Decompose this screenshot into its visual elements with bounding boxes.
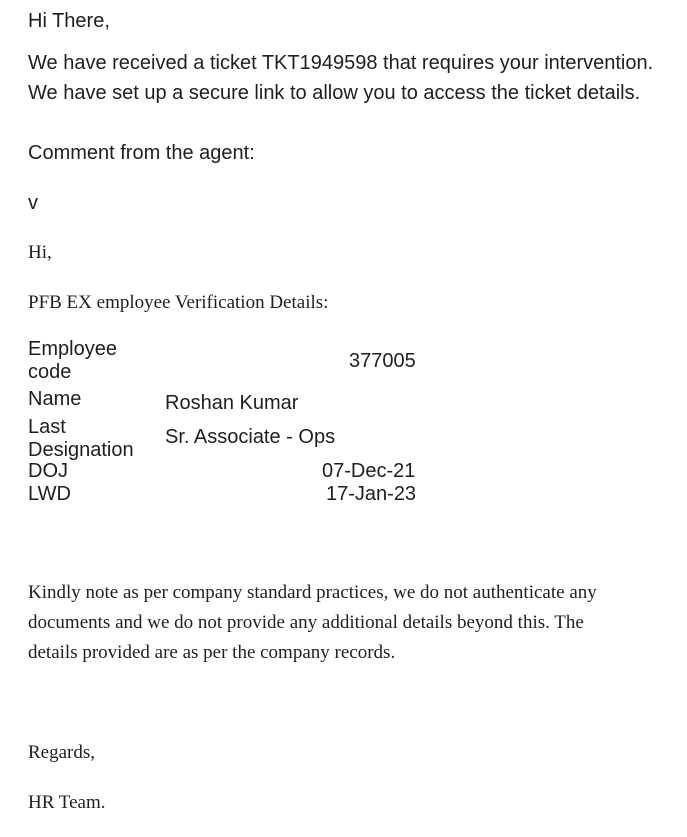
salutation: Hi, <box>28 242 52 263</box>
disclaimer-note <box>28 578 658 668</box>
designation-label: Last Designation <box>28 416 134 461</box>
intro-paragraph <box>28 48 678 108</box>
verification-intro: PFB EX employee Verification Details: <box>28 292 329 313</box>
doj-label: DOJ <box>28 460 68 482</box>
doj-value: 07-Dec-21 <box>322 460 416 482</box>
note-line: Kindly note as per company standard practices, we do not authenticate any <box>28 582 597 603</box>
comment-text: v <box>28 192 38 214</box>
intro-line: We have received a ticket TKT1949598 that requires your intervention. <box>28 52 654 74</box>
note-line: details provided are as per the company records. <box>28 642 396 663</box>
closing: Regards, <box>28 742 96 763</box>
greeting: Hi There, <box>28 10 110 32</box>
name-label: Name <box>28 388 82 410</box>
intro-line: We have set up a secure link to allow you to access the ticket details. <box>28 82 641 104</box>
comment-label: Comment from the agent: <box>28 142 255 164</box>
employee-code-value: 377005 <box>349 350 416 372</box>
lwd-label: LWD <box>28 483 71 505</box>
name-value: Roshan Kumar <box>165 392 299 414</box>
lwd-value: 17-Jan-23 <box>326 483 417 505</box>
employee-code-label: Employee code <box>28 338 117 383</box>
note-line: documents and we do not provide any additional details beyond this. The <box>28 612 584 633</box>
signature: HR Team. <box>28 792 106 813</box>
designation-value: Sr. Associate - Ops <box>165 426 336 448</box>
